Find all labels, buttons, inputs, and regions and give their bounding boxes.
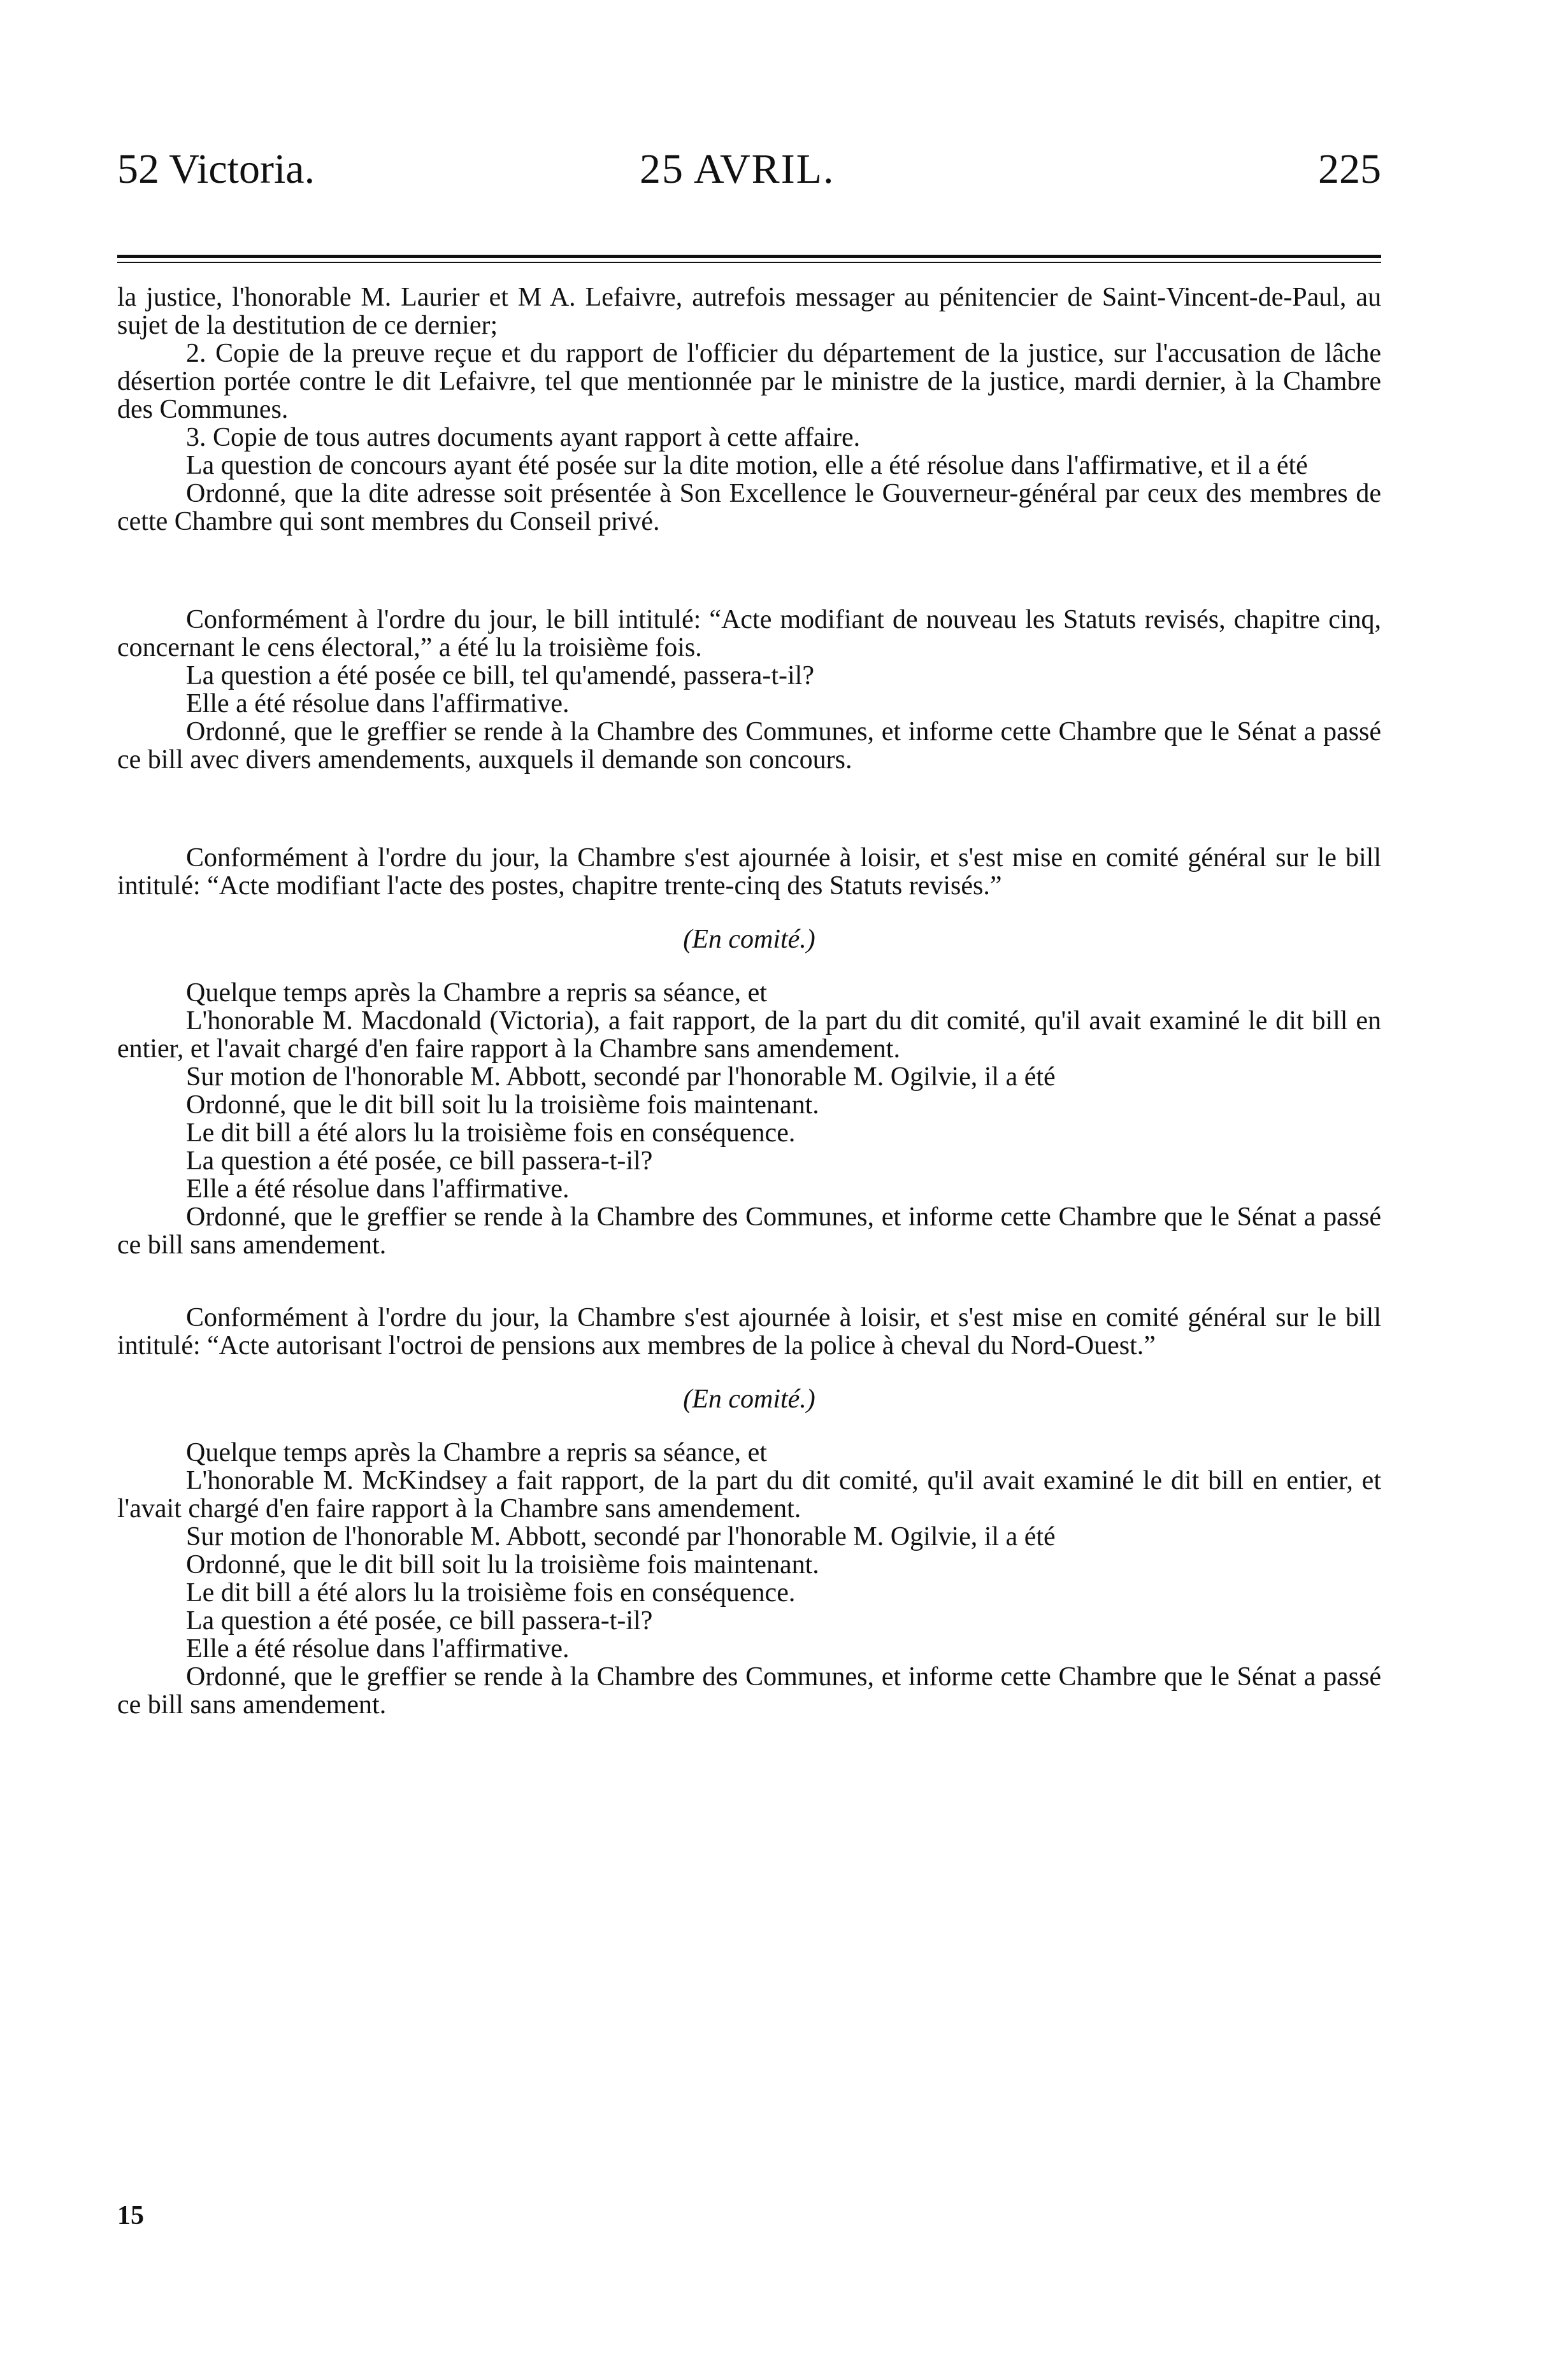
paragraph: 3. Copie de tous autres documents ayant rapport à cette affaire. [186,423,861,452]
committee-heading: (En comité.) [683,925,815,954]
paragraph: Ordonné, que le dit bill soit lu la troisième fois maintenant. [186,1550,819,1579]
document-body [117,283,1381,1719]
paragraph: La question a été posée, ce bill passera-t-il? [186,1606,653,1635]
paragraph: La question a été posée ce bill, tel qu'amendé, passera-t-il? [186,661,814,690]
document-page [117,0,1381,2380]
paragraph: Conformément à l'ordre du jour, la Chambre s'est ajournée à loisir, et s'est mise en comité général sur le bill intitulé: “Acte autorisant l'octroi de pensions aux membres de la police à cheval du Nord-Ouest.” [117,1303,1381,1360]
header-date: 25 AVRIL. [640,146,835,192]
paragraph: Elle a été résolue dans l'affirmative. [186,689,570,718]
paragraph: L'honorable M. Macdonald (Victoria), a fait rapport, de la part du dit comité, qu'il avait examiné le dit bill en entier, et l'avait chargé d'en faire rapport à la Chambre sans amendement. [117,1006,1381,1064]
paragraph: Quelque temps après la Chambre a repris sa séance, et [186,1438,767,1467]
section-gap [117,536,1381,606]
header-session: 52 Victoria. [117,146,315,192]
page-number: 225 [1318,146,1381,192]
paragraph: la justice, l'honorable M. Laurier et M A. Lefaivre, autrefois messager au pénitencier de Saint-Vincent-de-Paul, au sujet de la destitution de ce dernier; [117,283,1381,340]
paragraph: Quelque temps après la Chambre a repris sa séance, et [186,978,767,1008]
paragraph: Elle a été résolue dans l'affirmative. [186,1634,570,1664]
paragraph: Elle a été résolue dans l'affirmative. [186,1174,570,1204]
paragraph: L'honorable M. McKindsey a fait rapport, de la part du dit comité, qu'il avait examiné le dit bill en entier, et l'avait chargé d'en faire rapport à la Chambre sans amendement. [117,1466,1381,1523]
paragraph: Le dit bill a été alors lu la troisième fois en conséquence. [186,1118,796,1148]
paragraph: Sur motion de l'honorable M. Abbott, secondé par l'honorable M. Ogilvie, il a été [186,1522,1056,1551]
paragraph: Ordonné, que le dit bill soit lu la troisième fois maintenant. [186,1090,819,1120]
paragraph: La question a été posée, ce bill passera-t-il? [186,1146,653,1176]
paragraph: Ordonné, que le greffier se rende à la Chambre des Communes, et informe cette Chambre que le Sénat a passé ce bill sans amendement. [117,1202,1381,1260]
header-rule-thin [117,262,1381,263]
paragraph: La question de concours ayant été posée sur la dite motion, elle a été résolue dans l'affirmative, et il a été [186,451,1308,480]
paragraph: Sur motion de l'honorable M. Abbott, secondé par l'honorable M. Ogilvie, il a été [186,1062,1056,1092]
paragraph: Ordonné, que la dite adresse soit présentée à Son Excellence le Gouverneur-général par ceux des membres de cette Chambre qui sont membres du Conseil privé. [117,479,1381,536]
paragraph: Le dit bill a été alors lu la troisième fois en conséquence. [186,1578,796,1607]
paragraph: 2. Copie de la preuve reçue et du rapport de l'officier du département de la justice, sur l'accusation de lâche désertion portée contre le dit Lefaivre, tel que mentionnée par le ministre de la justice, mardi dernier, à la Chambre des Communes. [117,339,1381,424]
paragraph: Ordonné, que le greffier se rende à la Chambre des Communes, et informe cette Chambre que le Sénat a passé ce bill sans amendement. [117,1662,1381,1720]
committee-heading: (En comité.) [683,1385,815,1414]
section-gap [117,774,1381,844]
paragraph: Ordonné, que le greffier se rende à la Chambre des Communes, et informe cette Chambre que le Sénat a passé ce bill avec divers amendements, auxquels il demande son concours. [117,717,1381,774]
header-rule-thick [117,255,1381,258]
page-header [117,145,1381,203]
paragraph: Conformément à l'ordre du jour, la Chambre s'est ajournée à loisir, et s'est mise en comité général sur le bill intitulé: “Acte modifiant l'acte des postes, chapitre trente-cinq des Statuts revisés.” [117,843,1381,901]
paragraph: Conformément à l'ordre du jour, le bill intitulé: “Acte modifiant de nouveau les Statuts revisés, chapitre cinq, concernant le cens électoral,” a été lu la troisième fois. [117,605,1381,662]
section-gap [117,1259,1381,1304]
signature-mark: 15 [117,2201,144,2230]
